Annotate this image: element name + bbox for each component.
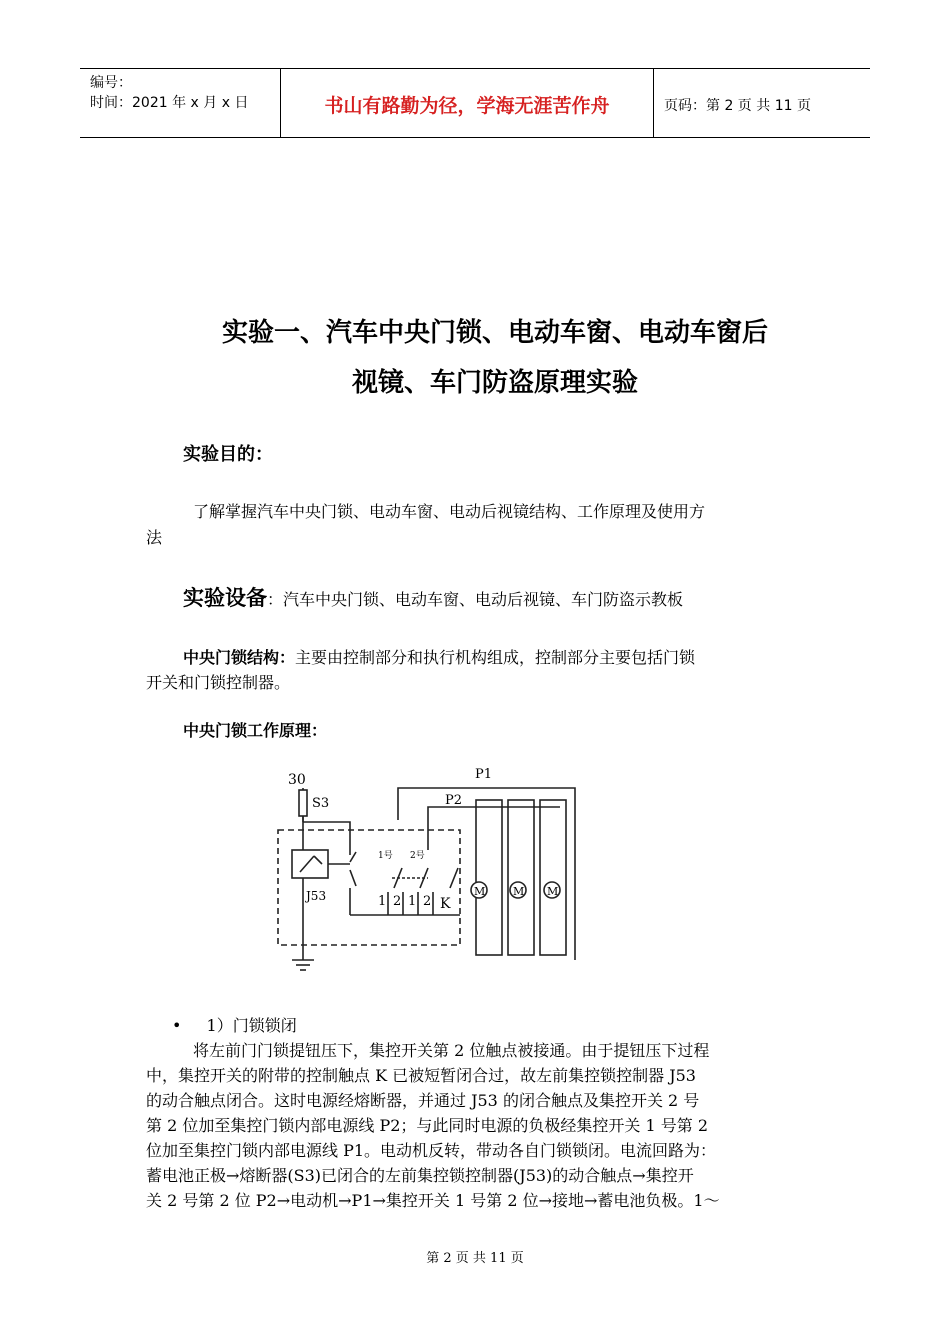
motto: 书山有路勤为径，学海无涯苦作舟	[324, 95, 610, 117]
label-switch-2: 2号	[410, 851, 425, 861]
contact-label-1a: 1	[378, 894, 387, 909]
page-footer: 第 2 页 共 11 页	[426, 1251, 524, 1266]
paragraph-line: 位加至集控门锁内部电源线 P1。电动机反转，带动各自门锁锁闭。电流回路为：	[146, 1141, 717, 1160]
header-motto-cell	[281, 69, 654, 137]
paragraph-line: 第 2 位加至集控门锁内部电源线 P2；与此同时电源的负极经集控开关 1 号第 2	[146, 1116, 709, 1135]
header-info-cell	[80, 69, 281, 137]
bullet-text: 1）门锁锁闭	[206, 1016, 297, 1035]
paragraph-line: 中，集控开关的附带的控制触点 K 已被短暂闭合过，故左前集控锁控制器 J53	[146, 1066, 696, 1085]
page-code: 页码：第 2 页 共 11 页	[664, 98, 811, 114]
contact-label-1b: 1	[408, 894, 417, 909]
motor-2-label: M	[513, 885, 525, 898]
label-p1: P1	[475, 767, 493, 782]
label-s3: S3	[312, 796, 330, 811]
motor-branch-3	[540, 800, 566, 955]
label-k: K	[440, 896, 451, 912]
motor-1-label: M	[474, 885, 486, 898]
label-30: 30	[288, 772, 306, 788]
number-label: 编号：	[90, 75, 132, 91]
structure-line1	[183, 645, 695, 668]
control-box	[278, 830, 460, 945]
equipment-heading: 实验设备	[183, 586, 267, 610]
structure-text1: 主要由控制部分和执行机构组成，控制部分主要包括门锁	[295, 648, 696, 667]
motor-branch-2	[508, 800, 534, 955]
paragraph-line: 蓄电池正极→熔断器(S3)已闭合的左前集控锁控制器(J53)的动合触点→集控开	[146, 1166, 694, 1185]
label-p2: P2	[445, 793, 463, 808]
doc-title-line2: 视镜、车门防盗原理实验	[351, 368, 638, 398]
structure-heading: 中央门锁结构：	[183, 648, 296, 667]
structure-line2: 开关和门锁控制器。	[146, 673, 291, 692]
purpose-line1: 了解掌握汽车中央门锁、电动车窗、电动后视镜结构、工作原理及使用方	[193, 502, 706, 521]
motor-3-label: M	[547, 885, 559, 898]
central-lock-circuit-diagram	[270, 760, 590, 985]
header-table	[80, 68, 870, 138]
relay-j53	[292, 850, 328, 878]
doc-title-line1: 实验一、汽车中央门锁、电动车窗、电动车窗后	[221, 318, 768, 348]
equipment-line	[183, 582, 683, 612]
bullet-lock-close	[172, 1013, 297, 1036]
paragraph-line: 关 2 号第 2 位 P2→电动机→P1→集控开关 1 号第 2 位→接地→蓄电池负极。1～	[146, 1191, 720, 1210]
paragraph-line: 的动合触点闭合。这时电源经熔断器，并通过 J53 的闭合触点及集控开关 2 号	[146, 1091, 700, 1110]
header-page-cell	[654, 69, 870, 137]
bullet-dot: •	[172, 1016, 182, 1035]
label-j53: J53	[306, 889, 327, 903]
contact-label-2a: 2	[393, 894, 402, 909]
equipment-text: ：汽车中央门锁、电动车窗、电动后视镜、车门防盗示教板	[267, 590, 684, 609]
contact-label-2b: 2	[423, 894, 432, 909]
date-line: 时间：2021 年 x 月 x 日	[90, 95, 249, 111]
purpose-line2: 法	[146, 528, 163, 547]
paragraph-line: 将左前门门锁提钮压下，集控开关第 2 位触点被接通。由于提钮压下过程	[193, 1041, 710, 1060]
principle-heading: 中央门锁工作原理：	[183, 721, 328, 740]
label-switch-1: 1号	[378, 851, 393, 861]
purpose-heading: 实验目的：	[183, 444, 273, 465]
motor-branch-1	[476, 800, 502, 955]
fuse-s3	[299, 790, 307, 816]
